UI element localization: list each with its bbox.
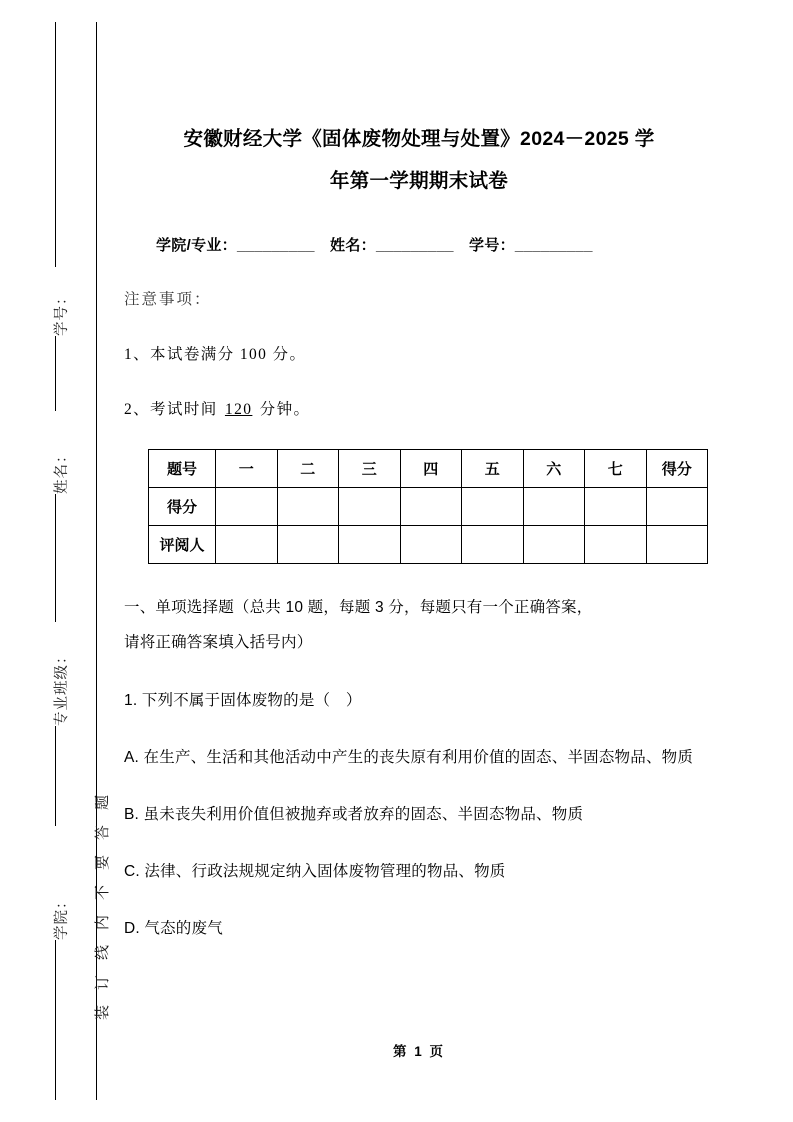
margin-label-major-class: 专业班级： xyxy=(54,648,70,726)
score-table xyxy=(148,449,708,564)
table-row xyxy=(149,526,708,564)
score-cell[interactable] xyxy=(462,488,524,526)
notice-heading: 注意事项： xyxy=(124,291,212,308)
table-row-header xyxy=(149,450,708,488)
content-column xyxy=(124,0,714,946)
question-1-option-b[interactable]: B. 虽未丧失利用价值但被抛弃或者放弃的固态、半固态物品、物质 xyxy=(124,806,584,823)
binding-warning-text: 装 订 线 内 不 要 答 题 xyxy=(95,794,111,1020)
binding-outer-rule-segment xyxy=(55,22,56,267)
notice-item-2-prefix: 2、考试时间 xyxy=(124,401,223,418)
score-table-header-cell: 得分 xyxy=(646,450,708,488)
binding-margin xyxy=(0,0,110,1122)
reviewer-cell[interactable] xyxy=(462,526,524,564)
reviewer-cell[interactable] xyxy=(585,526,647,564)
score-table-header-cell: 题号 xyxy=(149,450,216,488)
score-table-header-cell: 二 xyxy=(277,450,339,488)
table-row xyxy=(149,488,708,526)
margin-label-student-id: 学号： xyxy=(54,289,70,336)
score-cell[interactable] xyxy=(585,488,647,526)
page-title-line-2: 年第一学期期末试卷 xyxy=(329,170,509,192)
student-info-line: 学院/专业：_________ 姓名：_________ 学号：_________ xyxy=(156,237,593,254)
page-title-line-1: 安徽财经大学《固体废物处理与处置》2024－2025 学 xyxy=(183,128,655,150)
reviewer-cell[interactable] xyxy=(277,526,339,564)
score-table-header-cell: 五 xyxy=(462,450,524,488)
binding-outer-rule-segment xyxy=(55,940,56,1100)
reviewer-cell[interactable] xyxy=(400,526,462,564)
question-1-option-a[interactable]: A. 在生产、生活和其他活动中产生的丧失原有利用价值的固态、半固态物品、物质 xyxy=(124,749,694,766)
notice-item-1 xyxy=(124,309,714,364)
score-table-header-cell: 六 xyxy=(523,450,585,488)
section-heading-line-1: 一、单项选择题（总共 10 题，每题 3 分，每题只有一个正确答案， xyxy=(124,599,593,616)
binding-outer-rule-segment xyxy=(55,336,56,411)
score-table-header-cell: 七 xyxy=(585,450,647,488)
notice-item-2-suffix: 分钟。 xyxy=(254,401,311,418)
section-heading-one xyxy=(124,564,714,660)
binding-outer-rule-segment xyxy=(55,726,56,826)
reviewer-cell[interactable] xyxy=(646,526,708,564)
score-cell[interactable] xyxy=(646,488,708,526)
question-1-option-d[interactable]: D. 气态的废气 xyxy=(124,920,223,937)
page-footer: 第 1 页 xyxy=(392,1044,445,1059)
score-cell[interactable] xyxy=(216,488,278,526)
score-cell[interactable] xyxy=(277,488,339,526)
reviewer-cell[interactable] xyxy=(216,526,278,564)
score-table-header-cell: 一 xyxy=(216,450,278,488)
margin-label-college: 学院： xyxy=(54,893,70,940)
score-row-label: 得分 xyxy=(149,488,216,526)
reviewer-cell[interactable] xyxy=(523,526,585,564)
section-heading-line-2: 请将正确答案填入括号内） xyxy=(124,634,313,651)
question-1-stem: 1. 下列不属于固体废物的是（ ） xyxy=(124,692,362,709)
score-table-header-cell: 三 xyxy=(339,450,401,488)
binding-outer-rule-segment xyxy=(55,494,56,622)
score-row-label: 评阅人 xyxy=(149,526,216,564)
notice-item-1-text: 1、本试卷满分 100 分。 xyxy=(124,346,307,363)
score-cell[interactable] xyxy=(523,488,585,526)
margin-label-name: 姓名： xyxy=(54,447,70,494)
score-cell[interactable] xyxy=(400,488,462,526)
question-1-option-c[interactable]: C. 法律、行政法规规定纳入固体废物管理的物品、物质 xyxy=(124,863,506,880)
page-title xyxy=(124,0,714,202)
score-table-wrapper xyxy=(124,419,714,564)
score-cell[interactable] xyxy=(339,488,401,526)
reviewer-cell[interactable] xyxy=(339,526,401,564)
score-table-header-cell: 四 xyxy=(400,450,462,488)
exam-duration-value: 120 xyxy=(224,401,253,418)
notice-item-2 xyxy=(124,364,714,419)
